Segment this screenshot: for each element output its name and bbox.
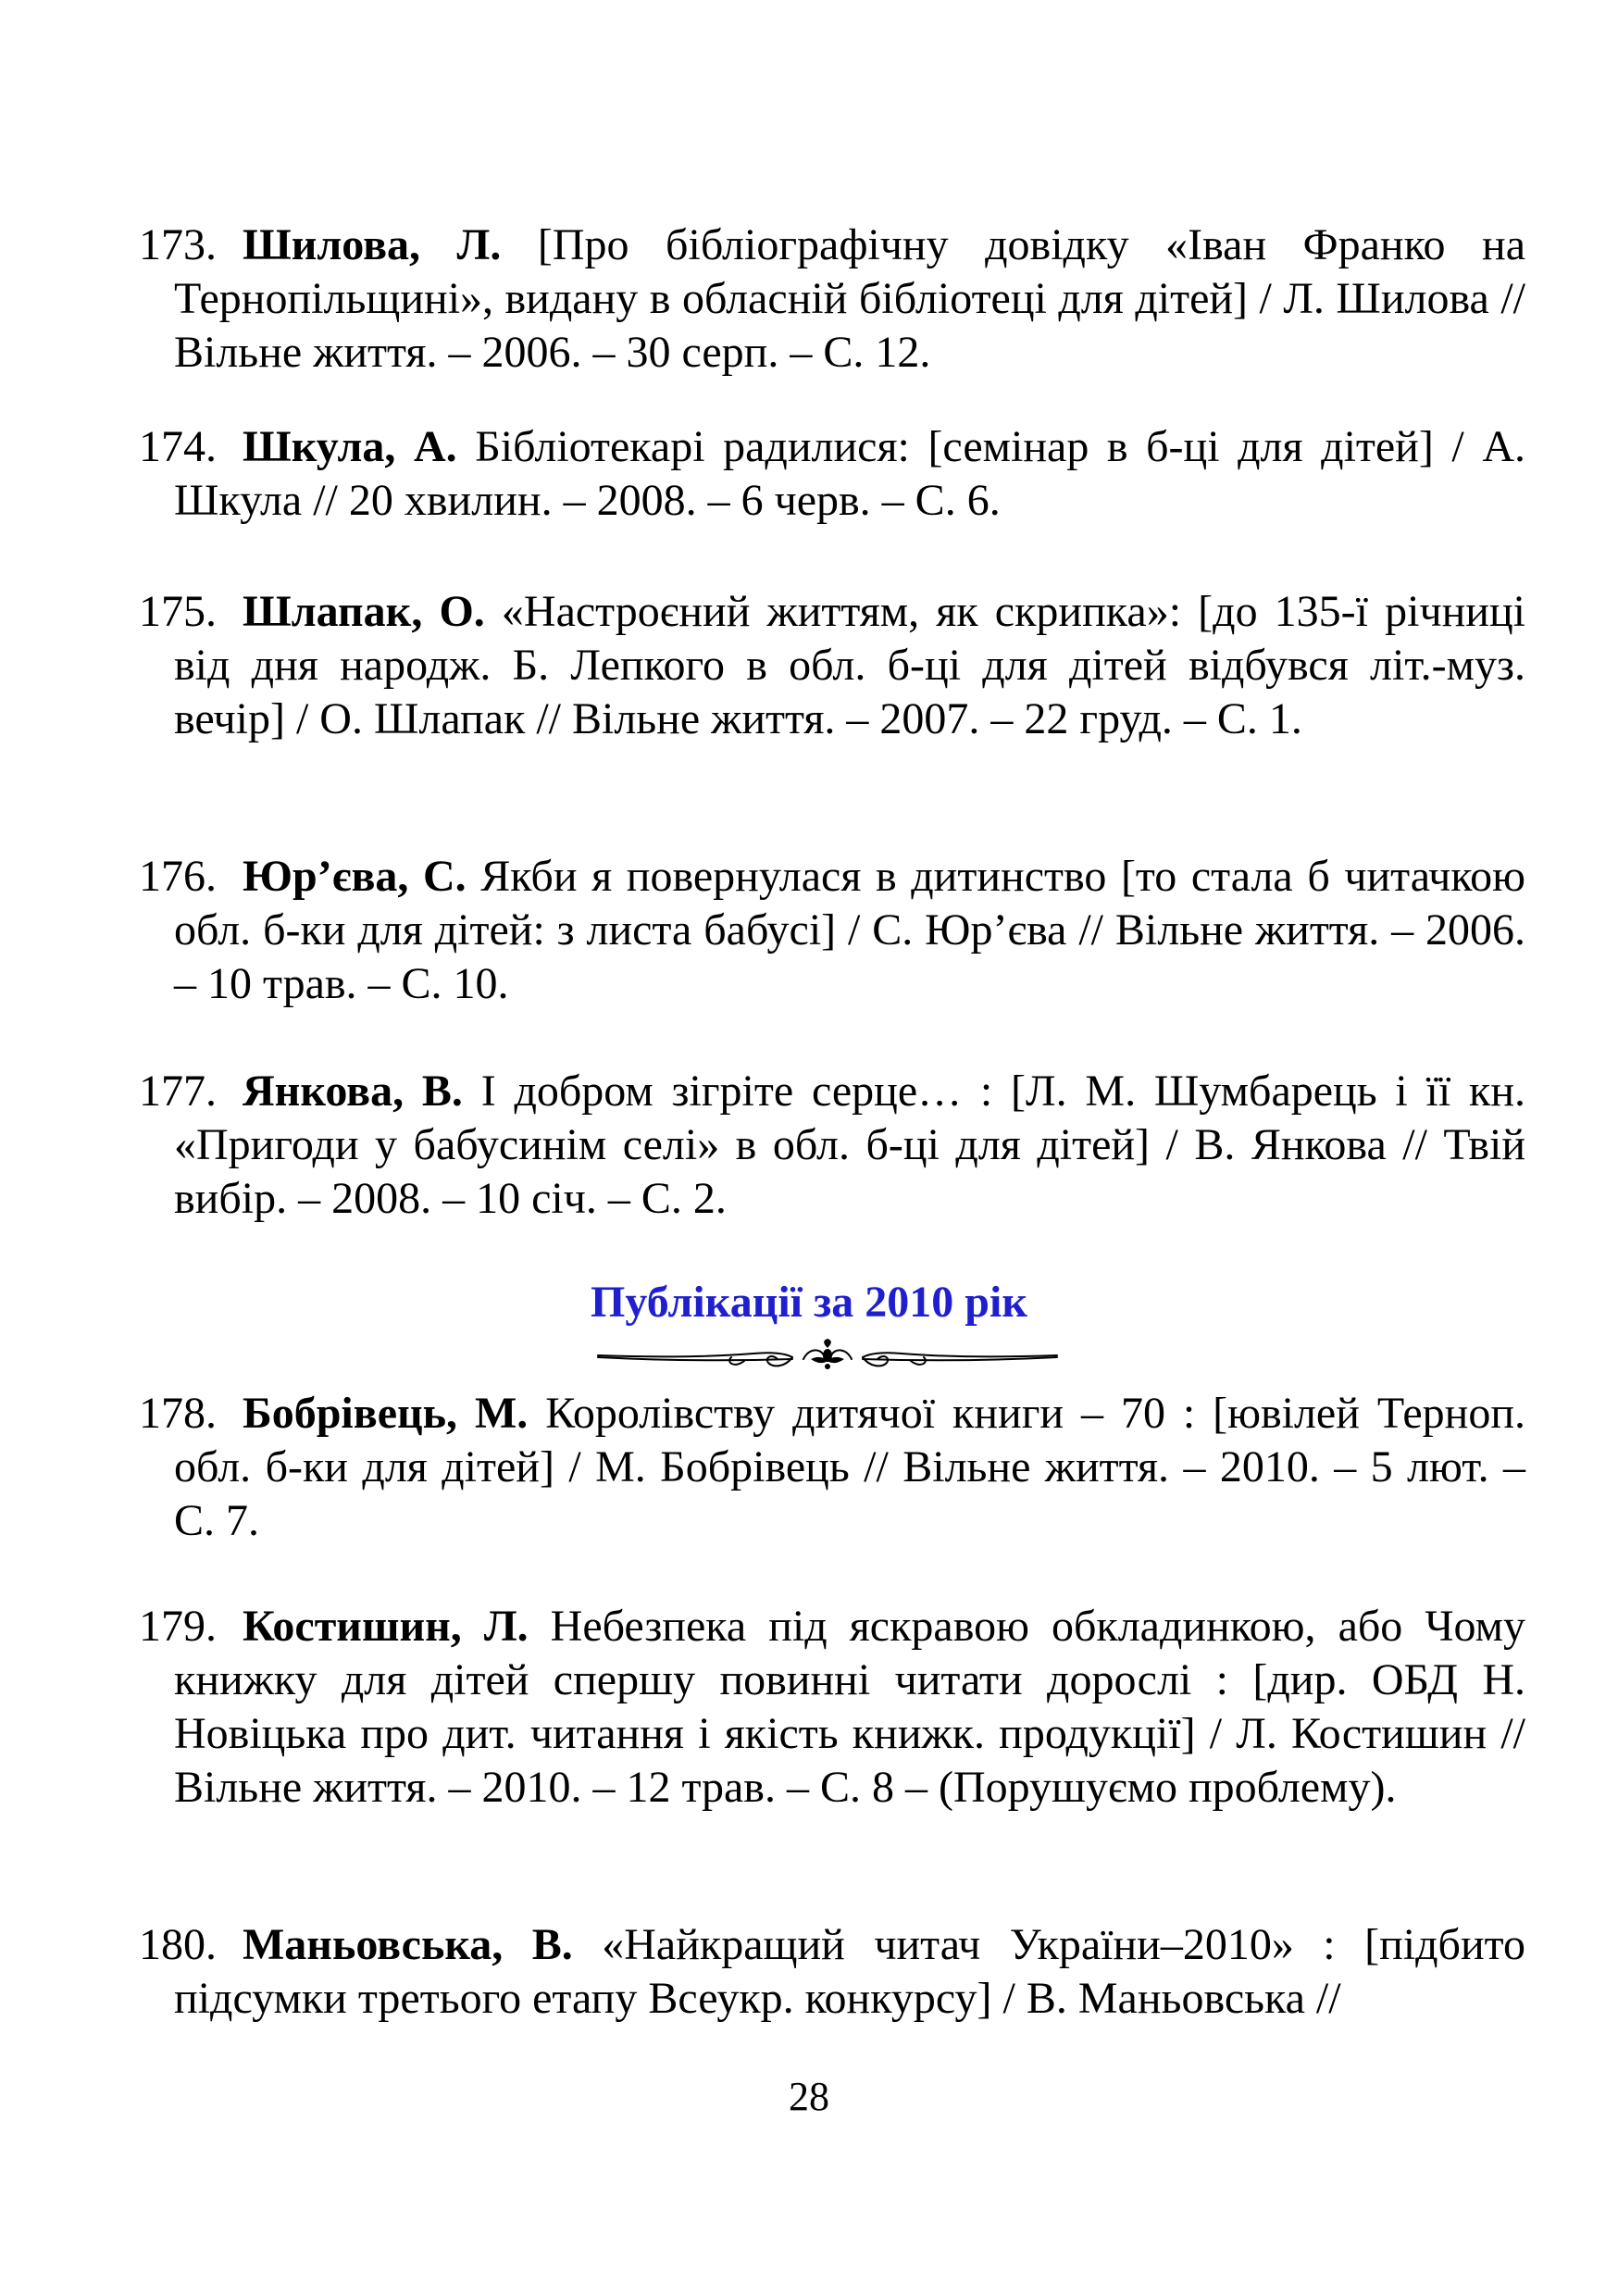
entry-body [174, 1387, 1525, 1548]
section-heading: Публікації за 2010 рік [590, 1278, 1027, 1327]
entry-number: 178. [139, 1389, 217, 1438]
page-number: 28 [789, 2074, 829, 2119]
bibliography-entry-180 [139, 1918, 1525, 2026]
entry-body [174, 1065, 1525, 1226]
entry-body [174, 850, 1525, 1011]
entry-author: Шлапак, О. [243, 587, 485, 636]
entry-author: Юр’єва, С. [243, 852, 467, 901]
bibliography-entry-176 [139, 850, 1525, 1011]
bibliography-entry-174 [139, 420, 1525, 528]
bibliography-entry-175 [139, 585, 1525, 746]
entry-text: «Настроєний життям, як скрипка»: [до 135-ї річниці від дня народж. Б. Лепкого в обл. б-ці для дітей відбувся літ.-муз. вечір] / О. Шлапак // Вільне життя. – 2007. – 22 груд. – С. 1. [174, 587, 1526, 743]
entry-number: 180. [139, 1920, 217, 1969]
entry-text: Якби я повернулася в дитинство [то стала б читачкою обл. б-ки для дітей: з листа бабусі] / С. Юр’єва // Вільне життя. – 2006. – 10 трав. – С. 10. [174, 852, 1525, 1008]
bibliography-entry-179 [139, 1600, 1525, 1815]
entry-text: «Найкращий читач України–2010» : [підбито підсумки третього етапу Всеукр. конкурсу] / В. Маньовська // [174, 1920, 1525, 2023]
bibliography-entry-178 [139, 1387, 1525, 1548]
entry-number: 176. [139, 852, 217, 901]
entry-number: 179. [139, 1602, 217, 1651]
entry-author: Маньовська, В. [243, 1920, 573, 1969]
entry-number: 173. [139, 220, 217, 269]
entry-body [174, 1918, 1525, 2026]
bibliography-entry-177 [139, 1065, 1525, 1226]
entry-author: Шкула, А. [243, 422, 457, 471]
entry-text: І добром зігріте серце… : [Л. М. Шумбарець і її кн. «Пригоди у бабусинім селі» в обл. б-ці для дітей] / В. Янкова // Твій вибір. – 2008. – 10 січ. – С. 2. [174, 1067, 1526, 1223]
entry-body [174, 218, 1525, 380]
entry-text: Бібліотекарі радилися: [семінар в б-ці для дітей] / А. Шкула // 20 хвилин. – 2008. – 6 черв. – С. 6. [174, 422, 1525, 525]
entry-text: [Про бібліографічну довідку «Іван Франко на Тернопільщині», видану в обласній бібліотеці для дітей] / Л. Шилова // Вільне життя. – 2006. – 30 серп. – С. 12. [174, 220, 1526, 377]
entry-author: Костишин, Л. [243, 1602, 529, 1651]
entry-number: 175. [139, 587, 217, 636]
entry-text: Небезпека під яскравою обкладинкою, або Чому книжку для дітей спершу повинні читати дорослі : [дир. ОБД Н. Новіцька про дит. читання і якість книжк. продукції] / Л. Костишин // Вільне життя. – 2010. – 12 трав. – С. 8 – (Порушуємо проблему). [174, 1602, 1525, 1812]
entry-number: 174. [139, 422, 217, 471]
entry-author: Шилова, Л. [243, 220, 502, 269]
entry-body [174, 1600, 1525, 1815]
bibliography-entry-173 [139, 218, 1525, 380]
ornamental-divider-icon [596, 1335, 1059, 1381]
entry-author: Янкова, В. [243, 1067, 463, 1116]
entry-number: 177. [139, 1067, 217, 1116]
entry-author: Бобрівець, М. [243, 1389, 529, 1438]
entry-body [174, 420, 1525, 528]
entry-body [174, 585, 1525, 746]
entry-text: Королівству дитячої книги – 70 : [ювілей Терноп. обл. б-ки для дітей] / М. Бобрівець // Вільне життя. – 2010. – 5 лют. – С. 7. [174, 1389, 1526, 1545]
